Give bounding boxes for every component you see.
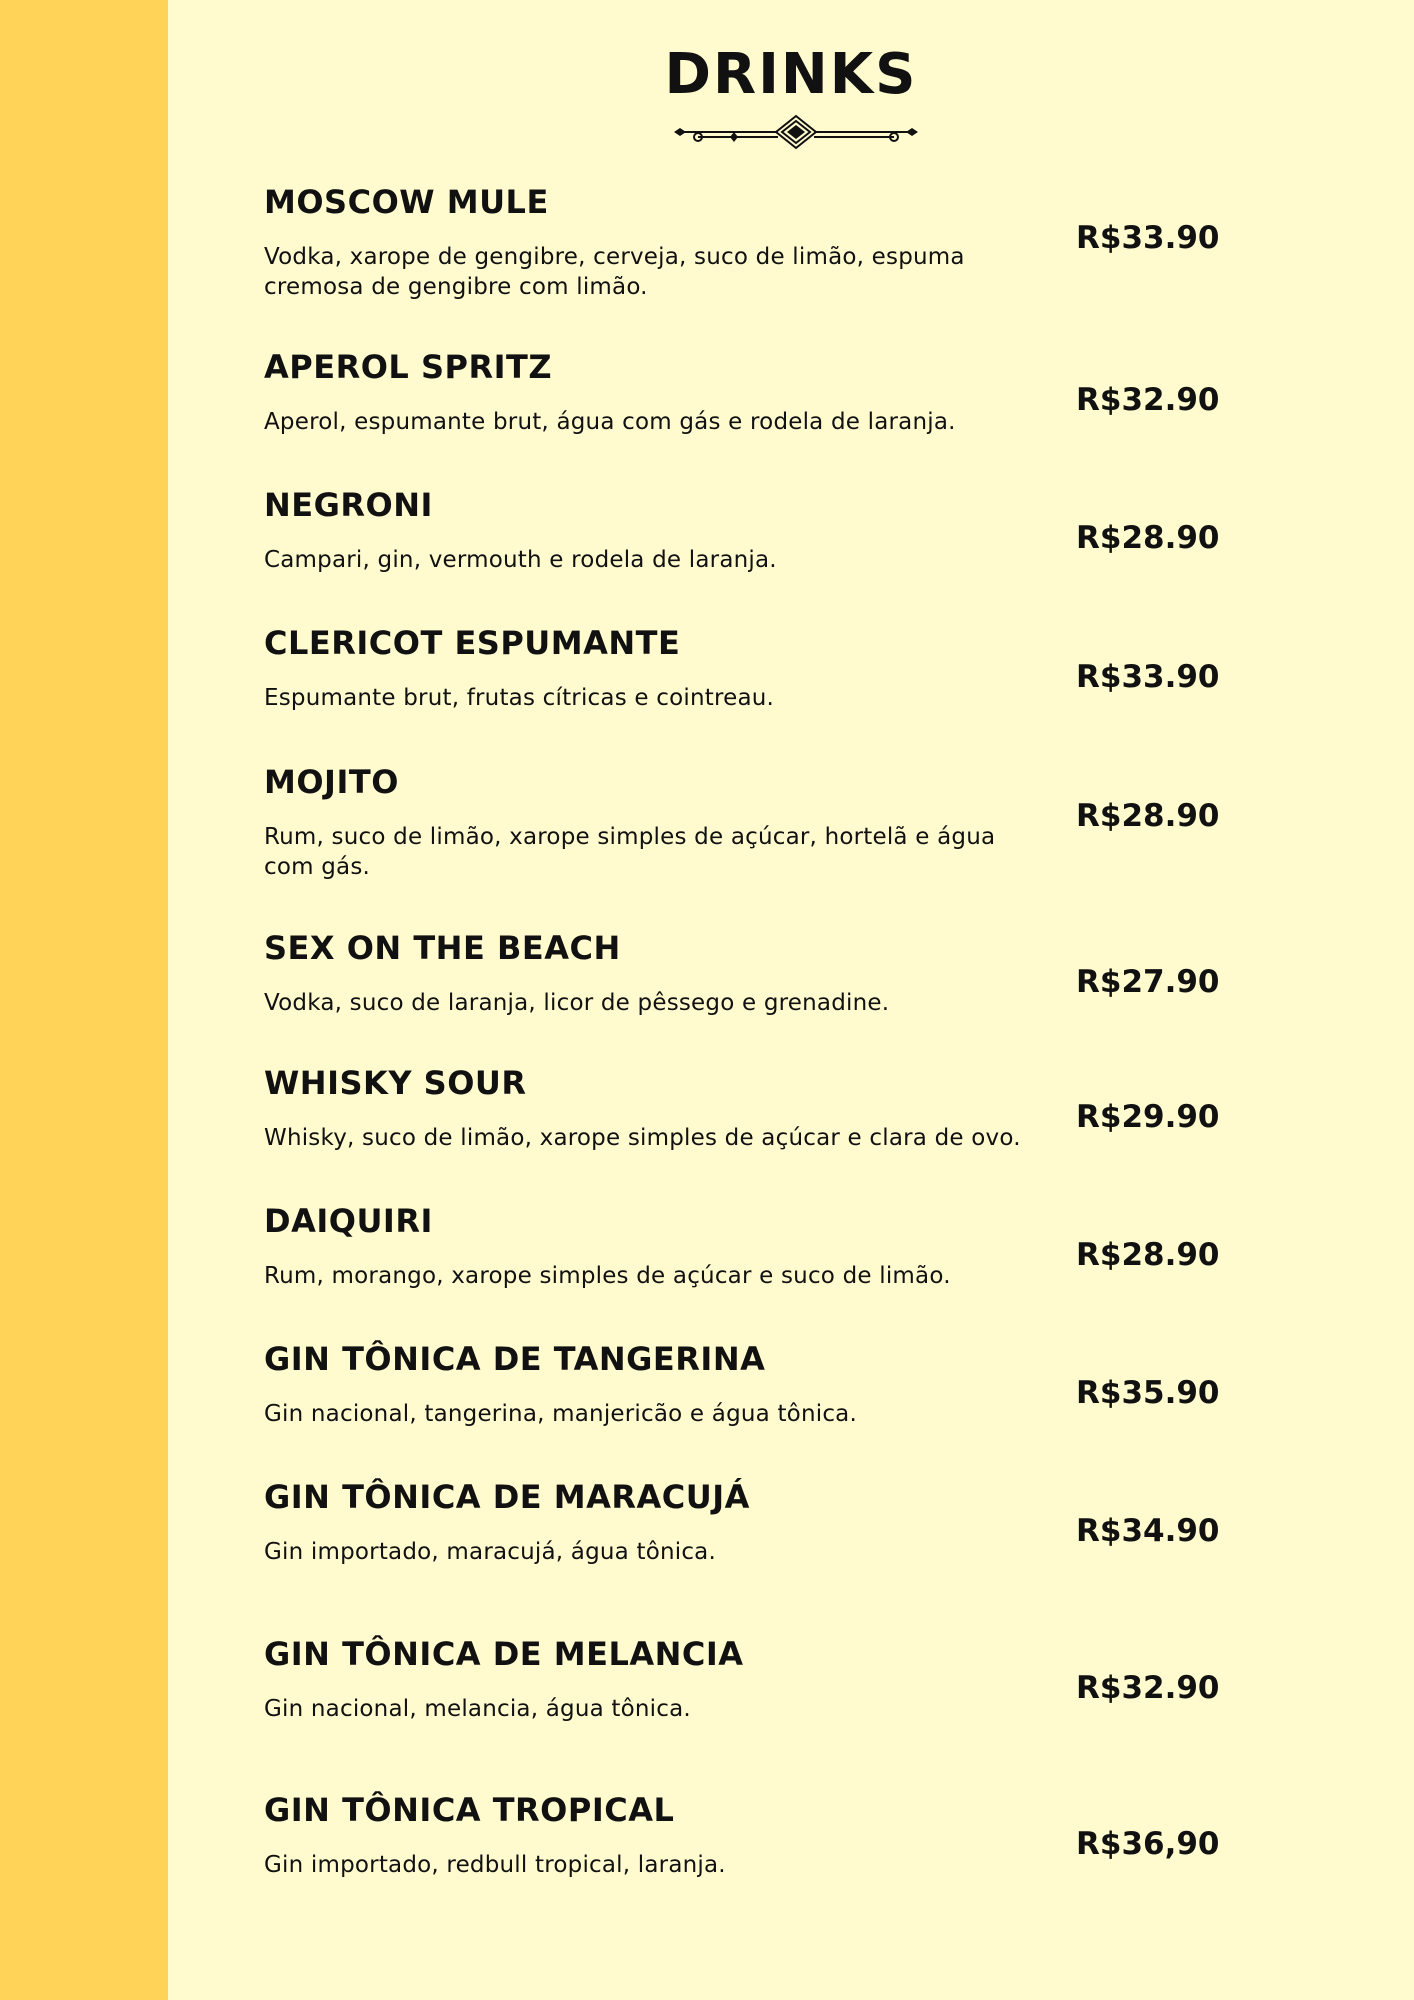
- item-price: R$33.90: [1076, 659, 1220, 695]
- item-price: R$32.90: [1076, 382, 1220, 418]
- item-name: GIN TÔNICA DE TANGERINA: [264, 1340, 766, 1378]
- item-description: Rum, suco de limão, xarope simples de açúcar, hortelã e água com gás.: [264, 824, 996, 880]
- item-description: Whisky, suco de limão, xarope simples de açúcar e clara de ovo.: [264, 1125, 1021, 1151]
- menu-item: [264, 623, 1264, 713]
- item-name: CLERICOT ESPUMANTE: [264, 624, 681, 662]
- menu-item: [264, 1063, 1264, 1153]
- menu-item: [264, 1634, 1264, 1724]
- item-price: R$33.90: [1076, 220, 1220, 256]
- menu-item: [264, 485, 1264, 575]
- item-name: GIN TÔNICA DE MELANCIA: [264, 1635, 744, 1673]
- item-name: APEROL SPRITZ: [264, 348, 553, 386]
- item-description: Espumante brut, frutas cítricas e cointreau.: [264, 685, 775, 711]
- item-name: DAIQUIRI: [264, 1202, 433, 1240]
- menu-item: [264, 1339, 1264, 1429]
- item-name: SEX ON THE BEACH: [264, 929, 621, 967]
- item-price: R$34.90: [1076, 1513, 1220, 1549]
- item-description: Gin nacional, tangerina, manjericão e água tônica.: [264, 1401, 857, 1427]
- item-name: MOJITO: [264, 763, 399, 801]
- menu-item: [264, 347, 1264, 437]
- art-deco-divider-icon: [668, 112, 924, 152]
- item-description: Vodka, suco de laranja, licor de pêssego e grenadine.: [264, 990, 890, 1016]
- item-price: R$32.90: [1076, 1670, 1220, 1706]
- item-description: Gin nacional, melancia, água tônica.: [264, 1696, 691, 1722]
- menu-item: [264, 1477, 1264, 1567]
- menu-item: [264, 928, 1264, 1018]
- menu-item: [264, 182, 1264, 302]
- item-description: Gin importado, redbull tropical, laranja.: [264, 1852, 726, 1878]
- item-description: Gin importado, maracujá, água tônica.: [264, 1539, 716, 1565]
- item-price: R$27.90: [1076, 964, 1220, 1000]
- menu-item: [264, 762, 1264, 882]
- item-price: R$36,90: [1076, 1826, 1220, 1862]
- item-price: R$28.90: [1076, 520, 1220, 556]
- side-color-band: [0, 0, 168, 2000]
- item-name: GIN TÔNICA TROPICAL: [264, 1791, 675, 1829]
- item-price: R$28.90: [1076, 798, 1220, 834]
- item-description: Campari, gin, vermouth e rodela de laranja.: [264, 547, 777, 573]
- item-price: R$29.90: [1076, 1099, 1220, 1135]
- menu-item: [264, 1790, 1264, 1880]
- menu-title: DRINKS: [664, 42, 918, 107]
- item-name: NEGRONI: [264, 486, 433, 524]
- item-price: R$35.90: [1076, 1375, 1220, 1411]
- item-description: Aperol, espumante brut, água com gás e rodela de laranja.: [264, 409, 956, 435]
- item-price: R$28.90: [1076, 1237, 1220, 1273]
- item-description: Vodka, xarope de gengibre, cerveja, suco de limão, espuma cremosa de gengibre com limão.: [264, 244, 965, 300]
- item-name: GIN TÔNICA DE MARACUJÁ: [264, 1478, 750, 1516]
- item-name: WHISKY SOUR: [264, 1064, 527, 1102]
- item-name: MOSCOW MULE: [264, 183, 549, 221]
- menu-item: [264, 1201, 1264, 1291]
- item-description: Rum, morango, xarope simples de açúcar e suco de limão.: [264, 1263, 951, 1289]
